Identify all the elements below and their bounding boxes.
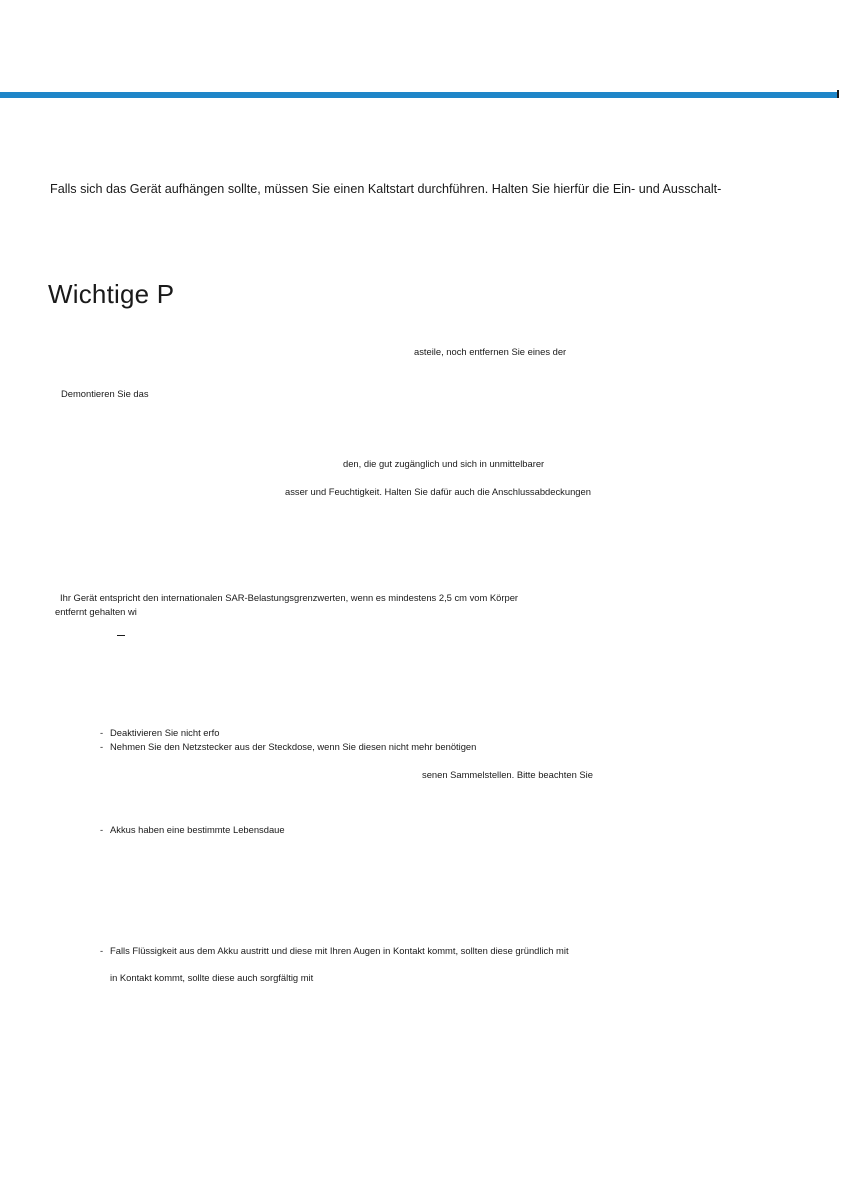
text-fragment-1: asteile, noch entfernen Sie eines der [414, 346, 567, 357]
bullet-dash: - [100, 945, 104, 956]
bullet-text: Akkus haben eine bestimmte Lebensdaue [110, 824, 285, 835]
text-fragment-3: den, die gut zugänglich und sich in unmittelbarer [343, 458, 545, 469]
dash-rule [117, 635, 125, 636]
text-fragment-2: Demontieren Sie das [61, 388, 149, 399]
header-accent-bar [0, 92, 837, 98]
bullet-text: Nehmen Sie den Netzstecker aus der Steckdose, wenn Sie diesen nicht mehr benötigen [110, 741, 477, 752]
bullet-dash: - [100, 824, 104, 835]
bullet-item-1 [100, 728, 219, 737]
intro-paragraph: Falls sich das Gerät aufhängen sollte, müssen Sie einen Kaltstart durchführen. Halten Sie hierfür die Ein- und Ausschalt- [50, 182, 722, 196]
text-fragment-4: asser und Feuchtigkeit. Halten Sie dafür auch die Anschlussabdeckungen [285, 486, 591, 497]
bullet-dash: - [100, 741, 104, 752]
text-fragment-6: entfernt gehalten wi [55, 606, 137, 617]
bullet-dash: - [100, 727, 104, 738]
bullet-item-3 [100, 825, 285, 834]
bullet-text: Deaktivieren Sie nicht erfo [110, 727, 220, 738]
header-bar-end-mark [837, 90, 839, 98]
section-heading: Wichtige P [48, 279, 175, 309]
bullet-text: Falls Flüssigkeit aus dem Akku austritt und diese mit Ihren Augen in Kontakt kommt, sollten diese gründlich mit [110, 945, 569, 956]
bullet-item-2 [100, 742, 476, 751]
text-fragment-7: senen Sammelstellen. Bitte beachten Sie [422, 769, 593, 780]
text-fragment-5: Ihr Gerät entspricht den internationalen SAR-Belastungsgrenzwerten, wenn es mindestens 2,5 cm vom Körper [60, 592, 519, 603]
bullet-item-4 [100, 946, 569, 955]
text-fragment-8: in Kontakt kommt, sollte diese auch sorgfältig mit [110, 972, 314, 983]
